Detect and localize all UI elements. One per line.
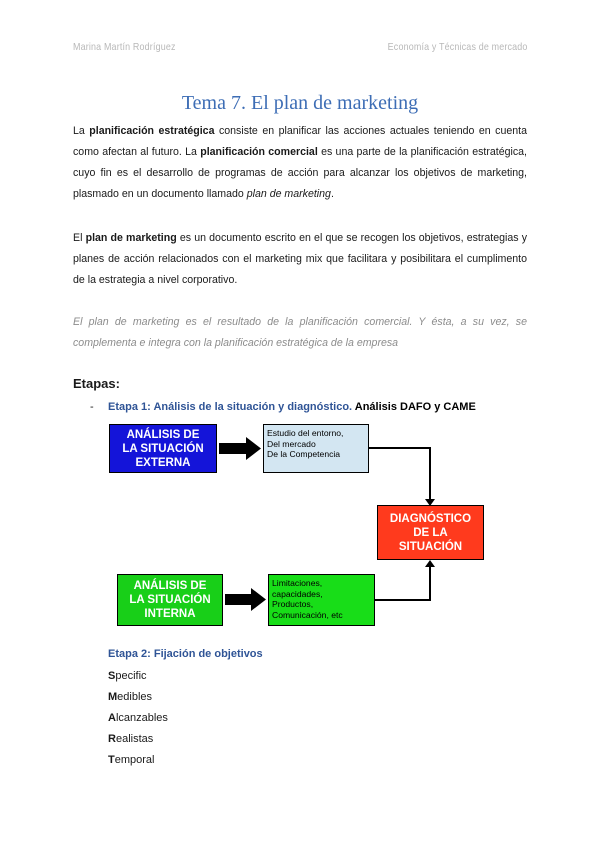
arrow-external-to-detail (219, 437, 261, 460)
connector-internal-to-diagnosis (375, 566, 430, 600)
paragraph-planificacion: La planificación estratégica consiste en planificar las acciones actuales teniendo en cuenta como afectan al futuro. La planificación comercial es una parte de la planificación estratégica, cuyo fin es el desarrollo de programas de acción para alcanzar los objetivos de marketing, plasmado en un documento llamado plan de marketing. (73, 125, 527, 200)
smart-item-temporal: Temporal (108, 754, 155, 766)
page-title: Tema 7. El plan de marketing (181, 92, 419, 114)
etapa2-title: Etapa 2: Fijación de objetivos (108, 648, 263, 660)
etapa1-extra: Análisis DAFO y CAME (352, 401, 476, 413)
smart-item-specific: Specific (108, 670, 147, 682)
etapa1-title: Etapa 1: Análisis de la situación y diagnóstico. (108, 401, 353, 413)
paragraph-note: El plan de marketing es el resultado de la planificación comercial. Y ésta, a su vez, se complementa e integra con la planificación estratégica de la empresa (73, 316, 527, 349)
box-analisis-interna: ANÁLISIS DE LA SITUACIÓN INTERNA (117, 574, 223, 626)
paragraph-plan-de-marketing: El plan de marketing es un documento escrito en el que se recogen los objetivos, estrategias y planes de acción relacionados con el marketing mix que facilitara y posibilitara el cumplimento de la estrategia a nivel corporativo. (73, 232, 527, 286)
arrow-internal-to-detail (225, 588, 266, 611)
box-limitaciones: Limitaciones, capacidades, Productos, Comunicación, etc (268, 574, 375, 626)
connector-detail-to-diagnosis (369, 448, 430, 500)
smart-item-medibles: Medibles (108, 691, 153, 703)
header-author: Marina Martín Rodríguez (73, 41, 176, 53)
etapas-heading: Etapas: (73, 376, 120, 391)
smart-item-realistas: Realistas (108, 733, 154, 745)
box-estudio-entorno: Estudio del entorno, Del mercado De la Competencia (263, 424, 369, 473)
box-analisis-externa: ANÁLISIS DE LA SITUACIÓN EXTERNA (109, 424, 217, 473)
header-course: Economía y Técnicas de mercado (388, 41, 528, 53)
list-dash: - (90, 401, 94, 413)
smart-item-alcanzables: Alcanzables (108, 712, 168, 724)
box-diagnostico: DIAGNÓSTICO DE LA SITUACIÓN (377, 505, 484, 560)
arrowhead-bottom (425, 560, 435, 567)
